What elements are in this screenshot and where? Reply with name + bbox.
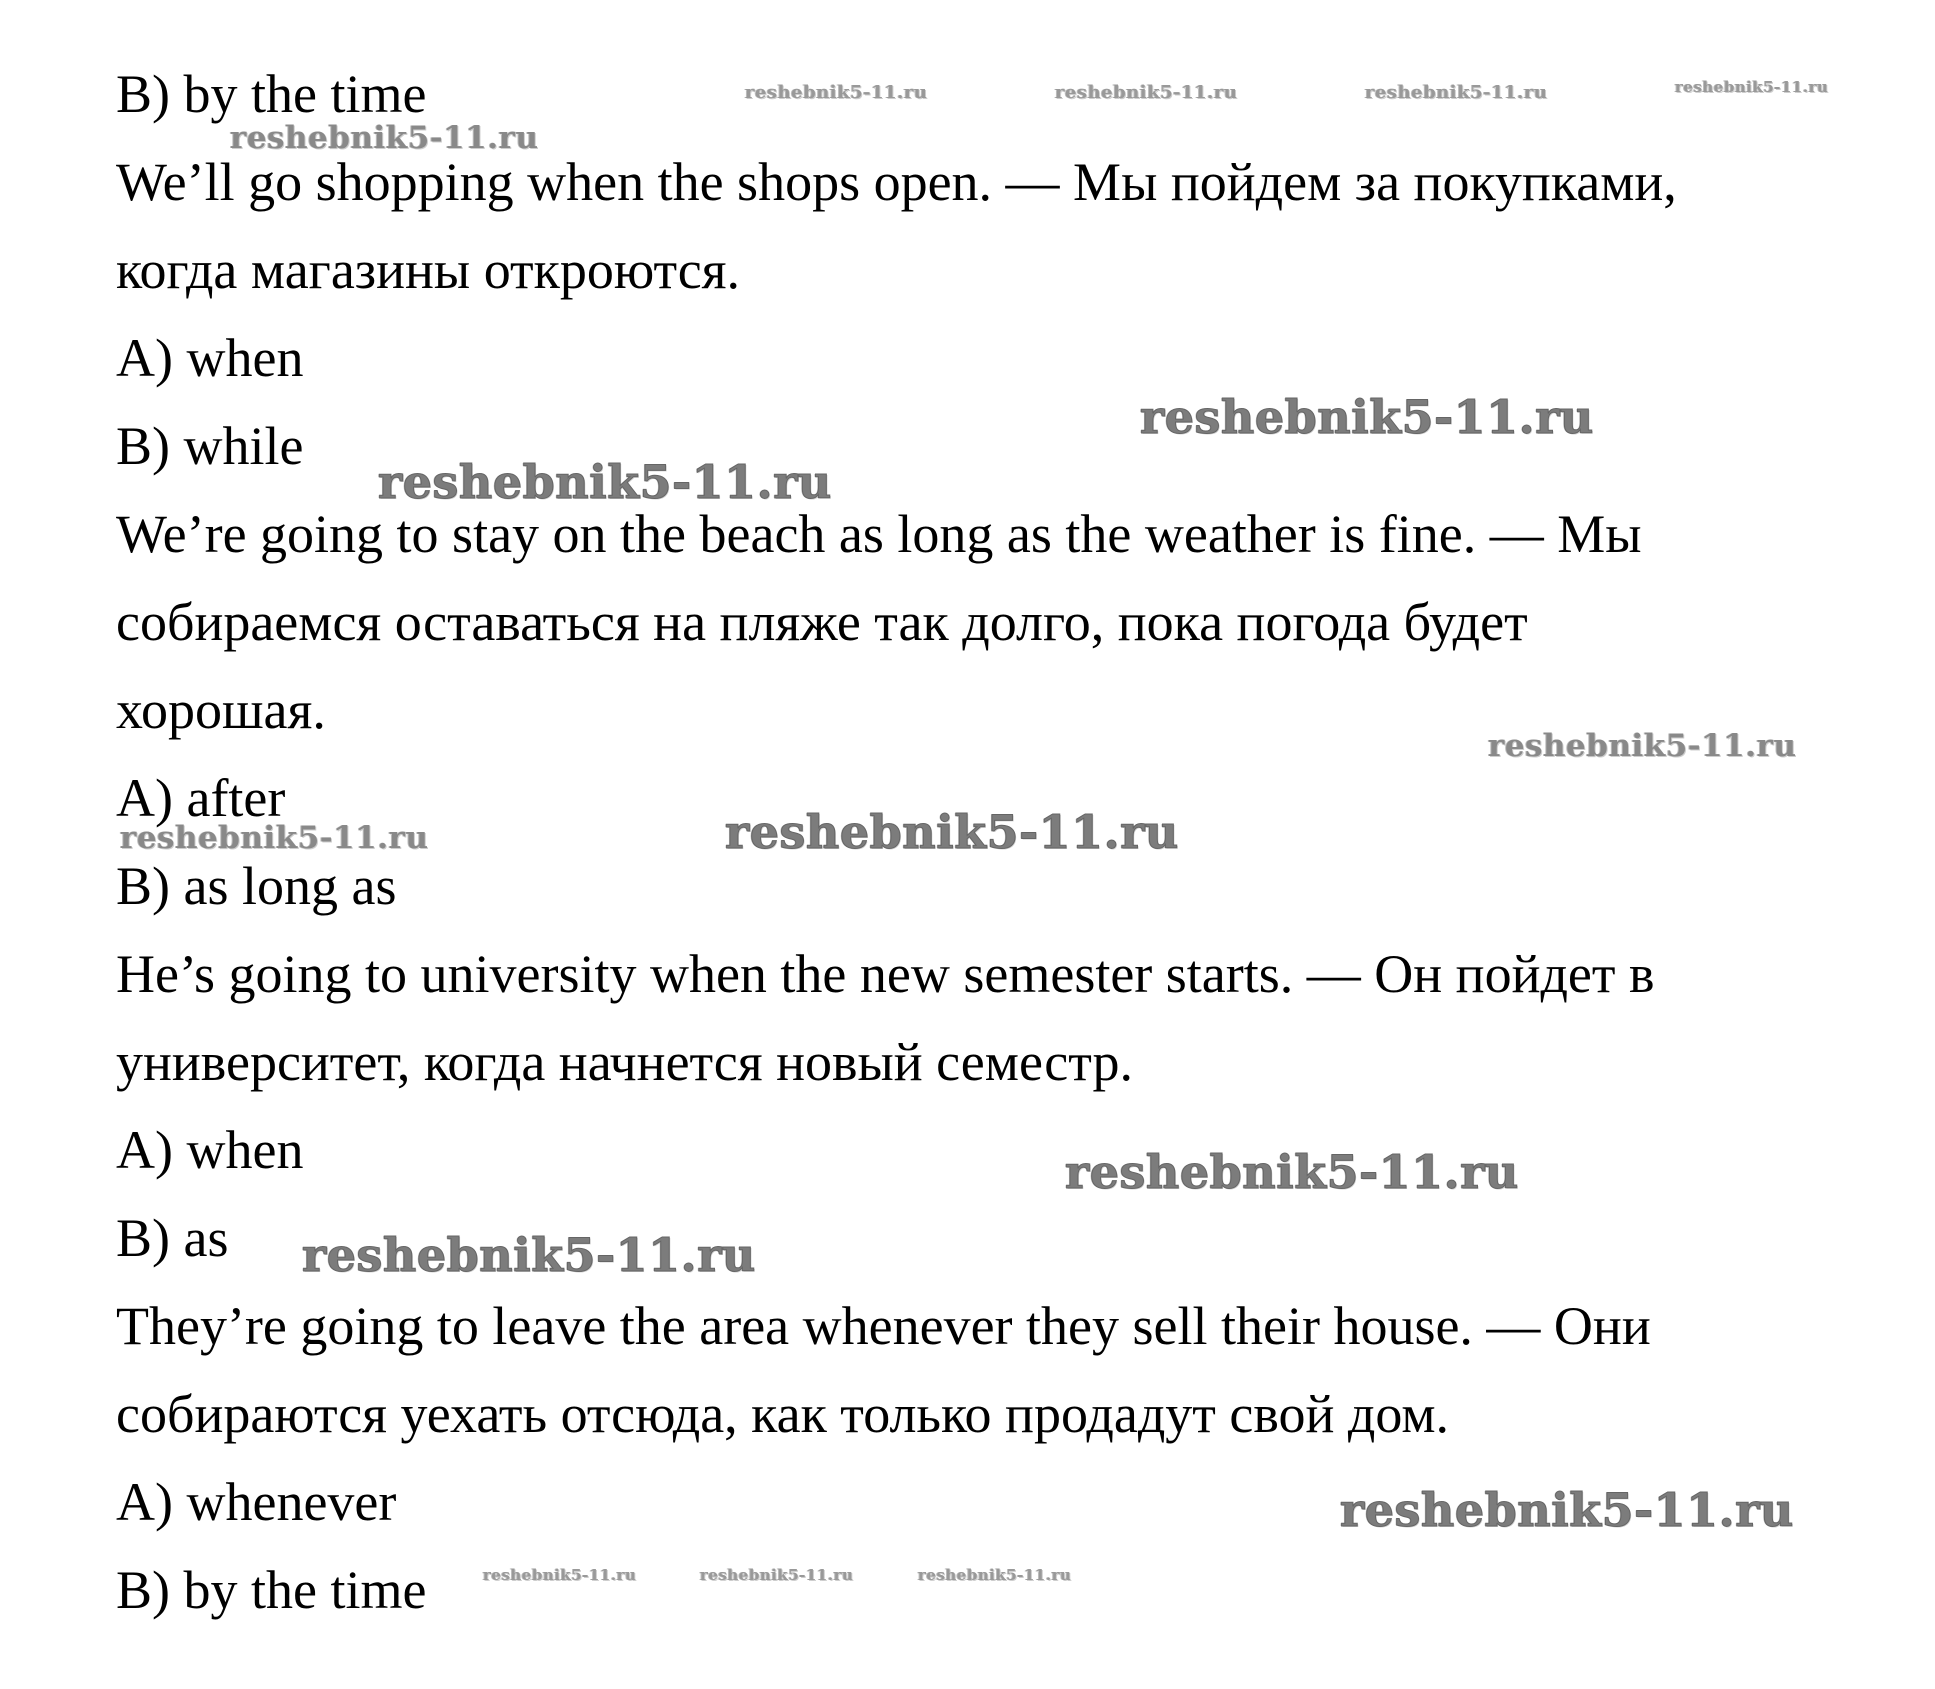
- answer-option: A) when: [116, 1120, 304, 1180]
- watermark: reshebnik5-11.ru: [1055, 82, 1238, 103]
- text-line: We’ll go shopping when the shops open. — Мы пойдем за покупками,: [116, 152, 1677, 212]
- text-line: когда магазины откроются.: [116, 240, 741, 300]
- watermark: reshebnik5-11.ru: [1065, 1145, 1519, 1199]
- text-line: хорошая.: [116, 680, 326, 740]
- text-line: собираемся оставаться на пляже так долго, пока погода будет: [116, 592, 1528, 652]
- watermark: reshebnik5-11.ru: [483, 1566, 637, 1584]
- text-line: They’re going to leave the area whenever they sell their house. — Они: [116, 1296, 1651, 1356]
- watermark: reshebnik5-11.ru: [302, 1228, 756, 1282]
- watermark: reshebnik5-11.ru: [1488, 728, 1797, 764]
- answer-option: A) whenever: [116, 1472, 397, 1532]
- text-line: He’s going to university when the new semester starts. — Он пойдет в: [116, 944, 1655, 1004]
- answer-option: A) when: [116, 328, 304, 388]
- watermark: reshebnik5-11.ru: [230, 120, 539, 156]
- text-line: We’re going to stay on the beach as long as the weather is fine. — Мы: [116, 504, 1642, 564]
- answer-option: B) as: [116, 1208, 229, 1268]
- text-line: университет, когда начнется новый семестр.: [116, 1032, 1133, 1092]
- answer-option: B) as long as: [116, 856, 397, 916]
- answer-option: B) by the time: [116, 1560, 427, 1620]
- watermark: reshebnik5-11.ru: [120, 820, 429, 856]
- watermark: reshebnik5-11.ru: [745, 82, 928, 103]
- watermark: reshebnik5-11.ru: [1365, 82, 1548, 103]
- watermark: reshebnik5-11.ru: [1140, 390, 1594, 444]
- watermark: reshebnik5-11.ru: [700, 1566, 854, 1584]
- answer-option: A) after: [116, 768, 286, 828]
- text-line: B) by the time: [116, 64, 427, 124]
- watermark: reshebnik5-11.ru: [378, 455, 832, 509]
- watermark: reshebnik5-11.ru: [725, 805, 1179, 859]
- watermark: reshebnik5-11.ru: [1675, 78, 1829, 96]
- watermark: reshebnik5-11.ru: [918, 1566, 1072, 1584]
- answer-option: B) while: [116, 416, 304, 476]
- watermark: reshebnik5-11.ru: [1340, 1483, 1794, 1537]
- text-line: собираются уехать отсюда, как только продадут свой дом.: [116, 1384, 1450, 1444]
